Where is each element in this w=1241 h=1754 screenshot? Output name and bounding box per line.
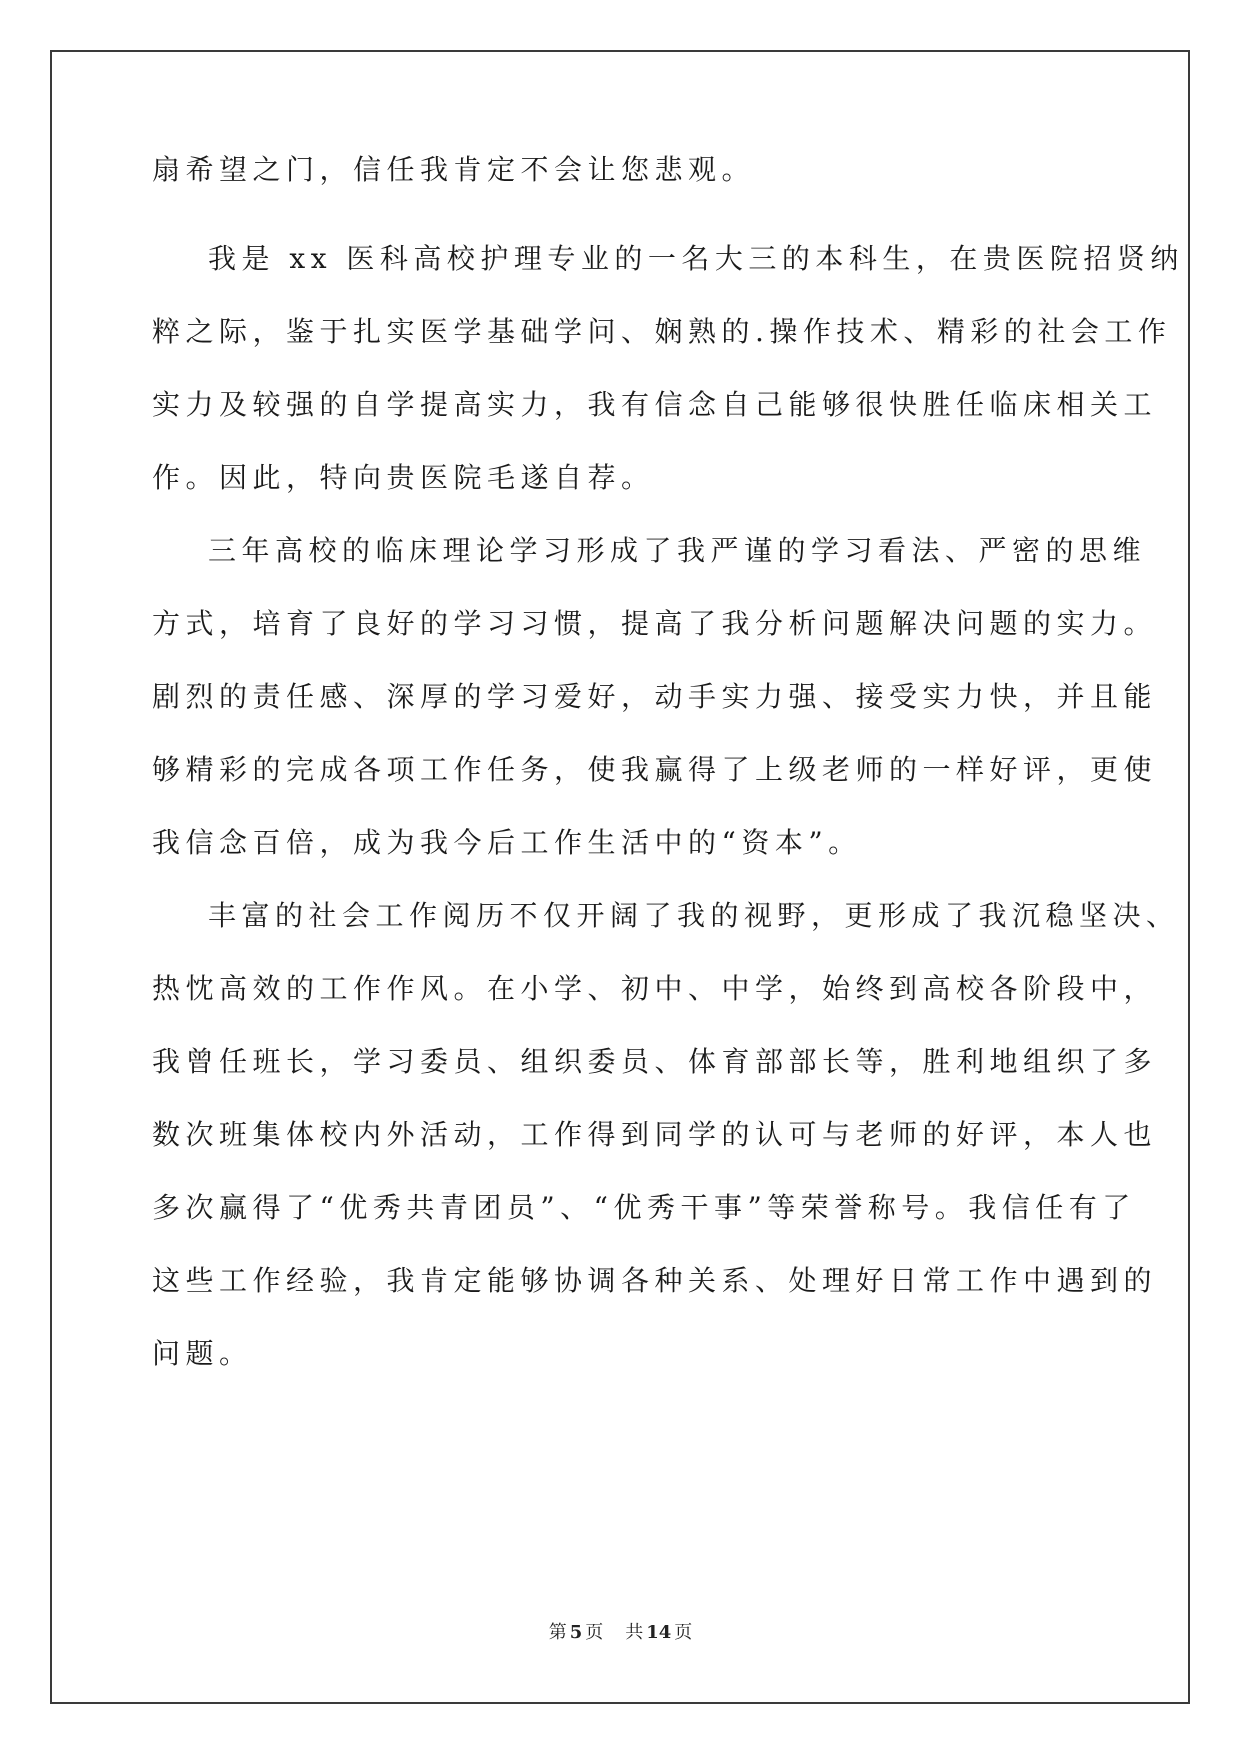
text-line: 够精彩的完成各项工作任务，使我赢得了上级老师的一样好评，更使 bbox=[152, 753, 1158, 786]
text-line: 扇希望之门，信任我肯定不会让您悲观。 bbox=[152, 153, 756, 186]
paragraph-start-line: 丰富的社会工作阅历不仅开阔了我的视野，更形成了我沉稳坚决、 bbox=[208, 899, 1180, 932]
total-pages: 14 bbox=[646, 1622, 672, 1643]
total-label-prefix: 共 bbox=[625, 1622, 644, 1643]
text-line: 这些工作经验，我肯定能够协调各种关系、处理好日常工作中遇到的 bbox=[152, 1264, 1158, 1297]
page-number: 5 bbox=[569, 1622, 583, 1643]
text-line: 数次班集体校内外活动，工作得到同学的认可与老师的好评，本人也 bbox=[152, 1118, 1158, 1151]
paragraph-start-line: 我是 xx 医科高校护理专业的一名大三的本科生，在贵医院招贤纳 bbox=[208, 242, 1184, 275]
text-line: 粹之际，鉴于扎实医学基础学问、娴熟的.操作技术、精彩的社会工作 bbox=[152, 315, 1172, 348]
text-line: 方式，培育了良好的学习习惯，提高了我分析问题解决问题的实力。 bbox=[152, 607, 1158, 640]
page-label-suffix: 页 bbox=[585, 1622, 604, 1643]
text-line: 问题。 bbox=[152, 1337, 253, 1370]
text-line: 实力及较强的自学提高实力，我有信念自己能够很快胜任临床相关工 bbox=[152, 388, 1158, 421]
page-border bbox=[50, 50, 1190, 1704]
text-line: 作。因此，特向贵医院毛遂自荐。 bbox=[152, 461, 655, 494]
total-label-suffix: 页 bbox=[674, 1622, 693, 1643]
page-footer bbox=[0, 1618, 1241, 1644]
text-line: 多次赢得了“优秀共青团员”、“优秀干事”等荣誉称号。我信任有了 bbox=[152, 1191, 1136, 1224]
text-line: 热忱高效的工作作风。在小学、初中、中学，始终到高校各阶段中， bbox=[152, 972, 1158, 1005]
text-line: 我曾任班长，学习委员、组织委员、体育部部长等，胜利地组织了多 bbox=[152, 1045, 1158, 1078]
text-line: 剧烈的责任感、深厚的学习爱好，动手实力强、接受实力快，并且能 bbox=[152, 680, 1158, 713]
text-line: 我信念百倍，成为我今后工作生活中的“资本”。 bbox=[152, 826, 862, 859]
page-label-prefix: 第 bbox=[548, 1622, 567, 1643]
paragraph-start-line: 三年高校的临床理论学习形成了我严谨的学习看法、严密的思维 bbox=[208, 534, 1147, 567]
